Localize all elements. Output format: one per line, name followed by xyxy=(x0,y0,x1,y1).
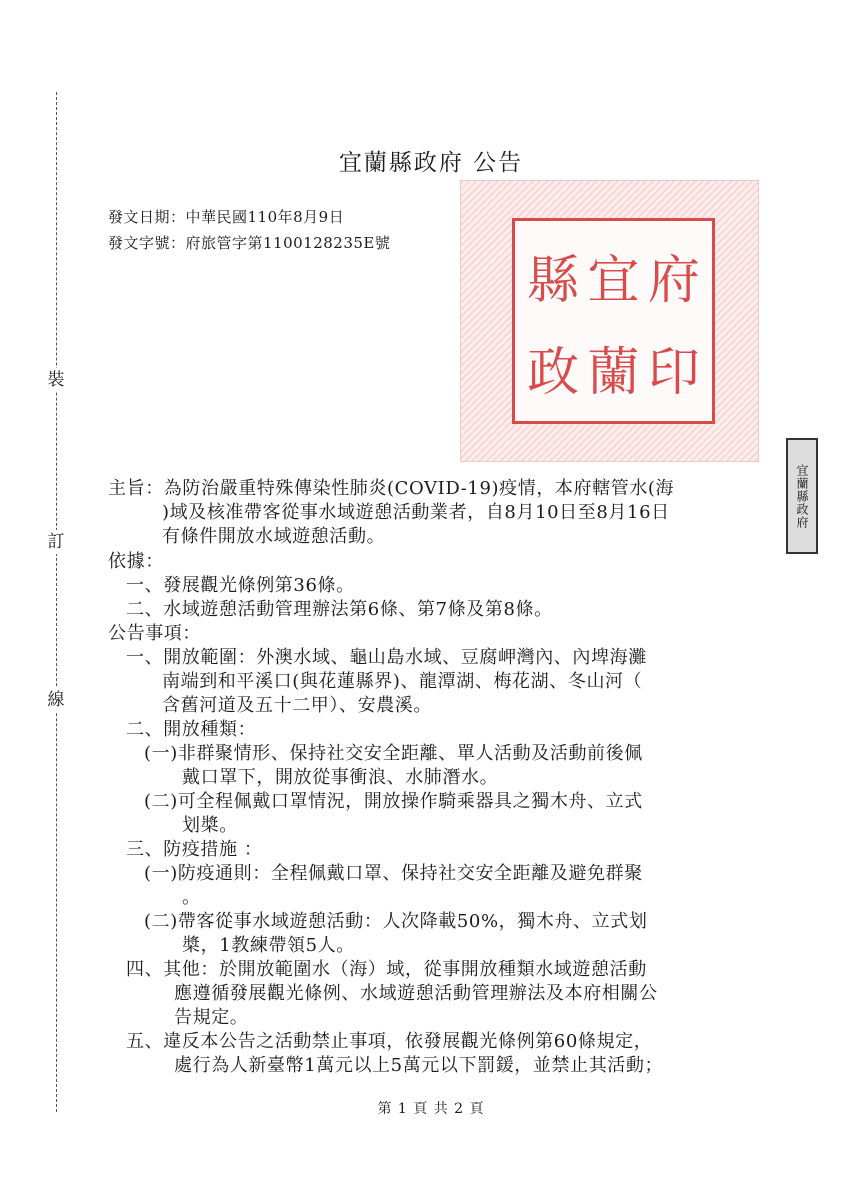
issue-date: 發文日期：中華民國110年8月9日 xyxy=(108,208,345,226)
notice-3-heading: 三、防疫措施 ： xyxy=(126,839,263,860)
page-number: 第 1 頁 共 2 頁 xyxy=(377,1101,485,1117)
notice-4-line-2: 應遵循發展觀光條例、水域遊憩活動管理辦法及本府相關公 xyxy=(174,983,658,1004)
subject-line-1: 主旨：為防治嚴重特殊傳染性肺炎(COVID-19)疫情，本府轄管水(海 xyxy=(108,478,675,499)
notice-2-1-line-2: 戴口罩下，開放從事衝浪、水肺潛水。 xyxy=(182,767,499,788)
basis-item-1: 一、發展觀光條例第36條。 xyxy=(126,575,355,596)
binding-char-1: 裝 xyxy=(44,368,68,392)
subject-line-3: 有條件開放水域遊憩活動。 xyxy=(162,526,386,547)
notice-1-line-2: 南端到和平溪口(與花蓮縣界)、龍潭湖、梅花湖、冬山河（ xyxy=(162,671,643,692)
notice-3-1-line-1: (一)防疫通則：全程佩戴口罩、保持社交安全距離及避免群聚 xyxy=(144,863,643,884)
document-title: 宜蘭縣政府 公告 xyxy=(338,150,524,176)
notice-3-2-line-2: 槳，1教練帶領5人。 xyxy=(182,935,355,956)
notice-2-2-line-1: (二)可全程佩戴口罩情況，開放操作騎乘器具之獨木舟、立式 xyxy=(144,791,643,812)
binding-char-2: 訂 xyxy=(44,530,68,554)
notice-1-line-1: 一、開放範圍：外澳水域、龜山島水域、豆腐岬灣內、內埤海灘 xyxy=(126,647,647,668)
notice-1-line-3: 含舊河道及五十二甲）、安農溪。 xyxy=(162,695,432,716)
basis-heading: 依據： xyxy=(108,551,164,572)
notice-3-2-line-1: (二)帶客從事水域遊憩活動：人次降載50%，獨木舟、立式划 xyxy=(144,911,648,932)
notice-5-line-2: 處行為人新臺幣1萬元以上5萬元以下罰鍰，並禁止其活動； xyxy=(174,1055,664,1076)
notice-2-heading: 二、開放種類： xyxy=(126,719,257,740)
notice-2-2-line-2: 划槳。 xyxy=(182,815,238,836)
side-stamp: 宜蘭縣政府 xyxy=(786,438,818,554)
notice-heading: 公告事項： xyxy=(108,623,201,644)
binding-char-3: 線 xyxy=(44,688,68,712)
notice-4-line-3: 告規定。 xyxy=(174,1007,249,1028)
notice-5-line-1: 五、違反本公告之活動禁止事項，依發展觀光條例第60條規定， xyxy=(126,1031,653,1052)
seal-glyphs: 縣 宜 府 政 蘭 印 xyxy=(527,250,700,403)
issue-number: 發文字號：府旅管字第1100128235E號 xyxy=(108,234,391,252)
official-seal xyxy=(512,218,715,424)
binding-dashed-line xyxy=(56,92,57,1112)
notice-4-line-1: 四、其他：於開放範圍水（海）域，從事開放種類水域遊憩活動 xyxy=(126,959,647,980)
notice-3-1-line-2: 。 xyxy=(182,887,201,908)
subject-line-2: )域及核准帶客從事水域遊憩活動業者，自8月10日至8月16日 xyxy=(162,502,670,523)
notice-2-1-line-1: (一)非群聚情形、保持社交安全距離、單人活動及活動前後佩 xyxy=(144,743,643,764)
basis-item-2: 二、水域遊憩活動管理辦法第6條、第7條及第8條。 xyxy=(126,599,553,620)
